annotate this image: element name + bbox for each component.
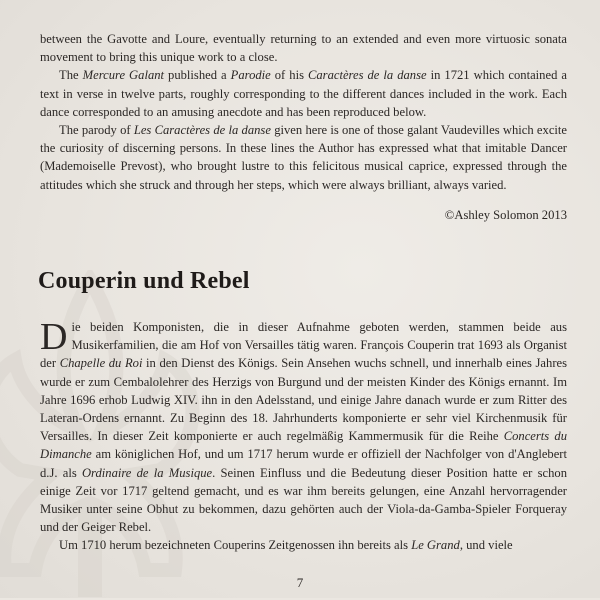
drop-cap: D xyxy=(40,316,68,358)
section-heading: Couperin und Rebel xyxy=(38,268,250,294)
page-number: 7 xyxy=(296,575,304,590)
copyright-line: ©Ashley Solomon 2013 xyxy=(444,208,567,222)
section-paragraph-2: Um 1710 herum bezeichneten Couperins Zeitgenossen ihn bereits als Le Grand, und viele xyxy=(59,538,513,553)
intro-paragraph-1: between the Gavotte and Loure, eventually returning to an extended and even more virtuosic sonata movement to bring this unique work to a close. xyxy=(40,32,567,65)
intro-text-block xyxy=(40,30,567,194)
section-text-block xyxy=(40,318,567,555)
intro-paragraph-2: The Mercure Galant published a Parodie of his Caractères de la danse in 1721 which contained a text in verse in twelve parts, roughly corresponding to the different dances included in the work. Each dance corresponded to an amusing anecdote and has been reproduced below. xyxy=(40,68,567,119)
section-paragraph-1: Die beiden Komponisten, die in dieser Aufnahme geboten werden, stammen beide aus Musikerfamilien, die am Hof von Versailles tätig waren. François Couperin trat 1693 als Organist der Chapelle du Roi in den Dienst des Königs. Sein Ansehen wuchs schnell, und innerhalb eines Jahres wurde er zum Cembalolehrer des Herzigs von Burgund und der meisten Kinder des Königs ernannt. Im Jahre 1696 erhob Ludwig XIV. ihn in den Adelsstand, und einige Jahre danach wurde er zum Ritter des Lateran-Ordens ernannt. Zu Beginn des 18. Jahrhunderts komponierte er sehr viel Kirchenmusik für Versailles. In dieser Zeit komponierte er auch regelmäßig Kammermusik für die Reihe Concerts du Dimanche am königlichen Hof, und um 1717 herum wurde er offiziell der Nachfolger von d'Anglebert d.J. als Ordinaire de la Musique. Seinen Einfluss und die Bedeutung dieser Position hatte er schon einige Zeit vor 1717 geltend gemacht, und es war ihm bereits gelungen, eine Anzahl hervorragender Musiker unter seine Obhut zu bekommen, dazu gehörten auch der Viola-da-Gamba-Spieler Forqueray und der Geiger Rebel. xyxy=(40,316,567,535)
intro-paragraph-3: The parody of Les Caractères de la danse given here is one of those galant Vaudevilles which excite the curiosity of discerning persons. In these lines the Author has expressed what that imitable Dancer (Mademoiselle Prevost), who brought lustre to this felicitous musical caprice, expressed through the attitudes which she struck and through her steps, which were always brilliant, always varied. xyxy=(40,123,567,192)
